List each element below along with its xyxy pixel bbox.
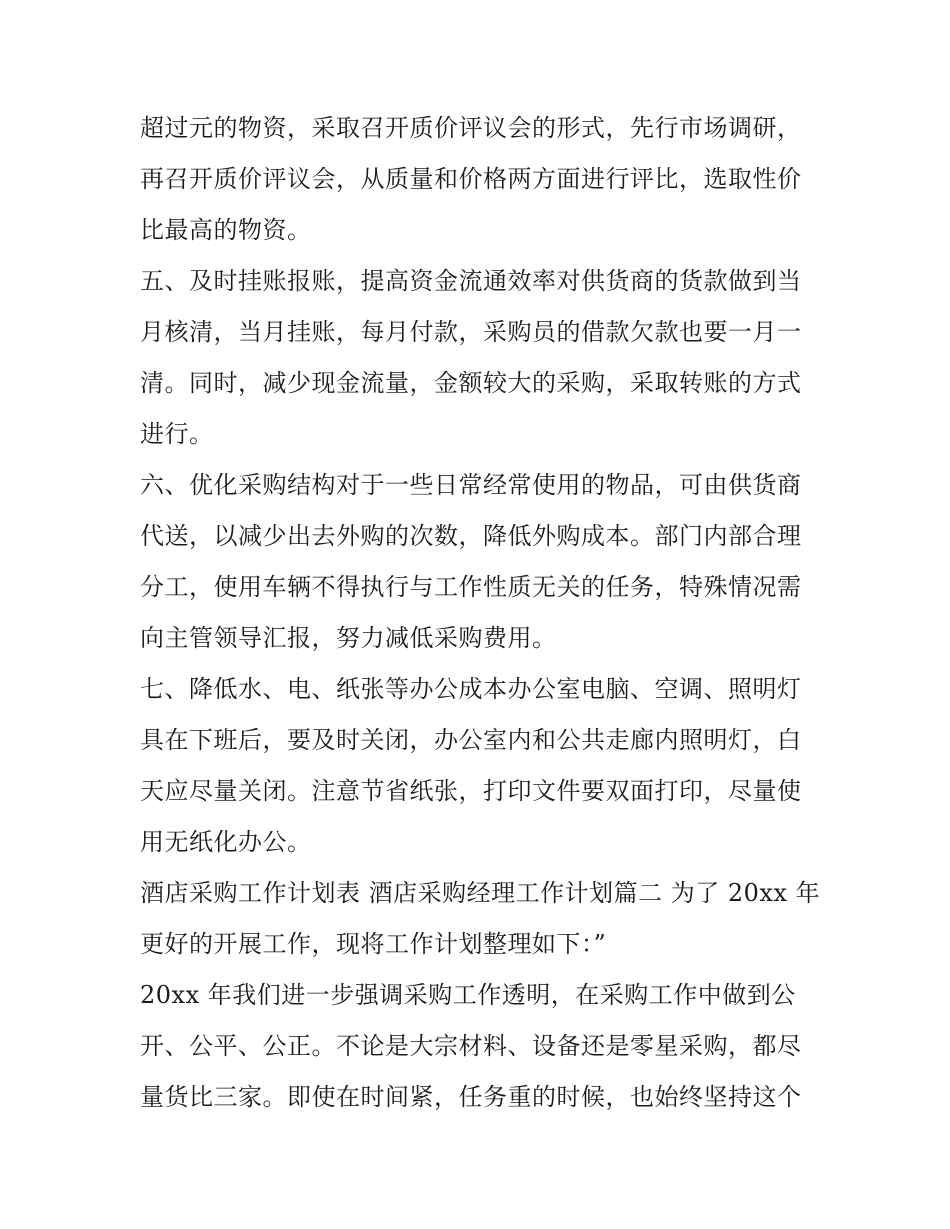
- paragraph-transparency: [140, 970, 820, 1123]
- text-line: 月核清，当月挂账，每月付款，采购员的借款欠款也要一月一: [140, 318, 802, 346]
- paragraph-section-seven: [140, 664, 820, 868]
- paragraph-section-five: [140, 256, 820, 460]
- paragraph-article-two-heading: [140, 868, 820, 970]
- text-line: 更好的开展工作，现将工作计划整理如下：”: [140, 930, 607, 958]
- document-body: [140, 103, 820, 1123]
- text-line: 天应尽量关闭。注意节省纸张，打印文件要双面打印，尽量使: [140, 777, 802, 805]
- text-line: 向主管领导汇报，努力减低采购费用。: [140, 624, 557, 652]
- text-line: 六、优化采购结构对于一些日常经常使用的物品，可由供货商: [140, 471, 802, 499]
- text-line: 开、公平、公正。不论是大宗材料、设备还是零星采购，都尽: [140, 1032, 802, 1060]
- text-line: 20xx 年我们进一步强调采购工作透明，在采购工作中做到公: [140, 981, 796, 1009]
- paragraph-section-six: [140, 460, 820, 664]
- text-line: 再召开质价评议会，从质量和价格两方面进行评比，选取性价: [140, 165, 802, 193]
- text-line: 进行。: [140, 420, 214, 448]
- text-line: 用无纸化办公。: [140, 828, 312, 856]
- text-line: 分工，使用车辆不得执行与工作性质无关的任务，特殊情况需: [140, 573, 802, 601]
- text-line: 超过元的物资，采取召开质价评议会的形式，先行市场调研，: [140, 114, 802, 142]
- text-line: 代送，以减少出去外购的次数，降低外购成本。部门内部合理: [140, 522, 802, 550]
- text-line: 五、及时挂账报账，提高资金流通效率对供货商的货款做到当: [140, 267, 802, 295]
- text-line: 比最高的物资。: [140, 216, 312, 244]
- text-line: 量货比三家。即使在时间紧，任务重的时候，也始终坚持这个: [140, 1083, 802, 1111]
- text-line: 七、降低水、电、纸张等办公成本办公室电脑、空调、照明灯: [140, 675, 802, 703]
- text-line: 酒店采购工作计划表 酒店采购经理工作计划篇二 为了 20xx 年: [140, 879, 821, 907]
- text-line: 具在下班后，要及时关闭，办公室内和公共走廊内照明灯，白: [140, 726, 802, 754]
- text-line: 清。同时，减少现金流量，金额较大的采购，采取转账的方式: [140, 369, 802, 397]
- paragraph-quality-price-review: [140, 103, 820, 256]
